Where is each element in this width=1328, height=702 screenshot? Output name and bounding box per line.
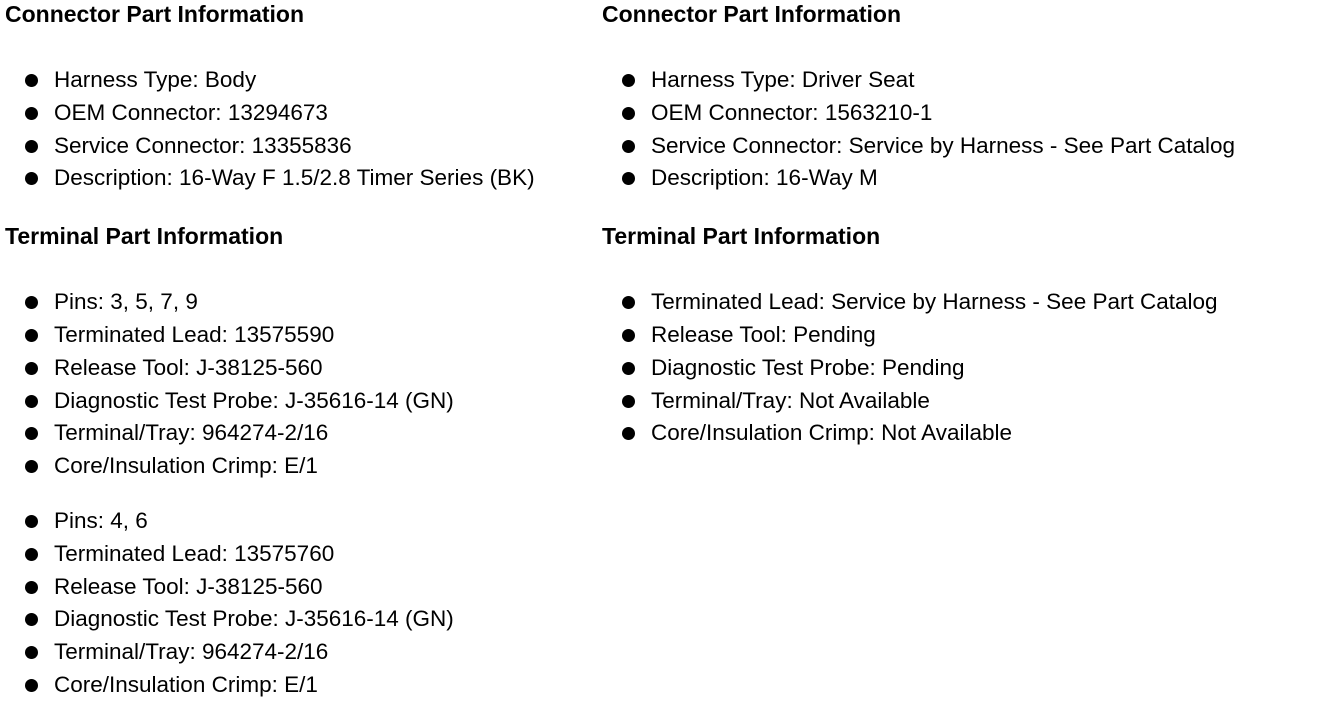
item-text: Harness Type: Driver Seat <box>651 67 915 92</box>
bullet-icon <box>25 140 38 153</box>
bullet-icon <box>25 362 38 375</box>
list-item <box>602 417 1322 450</box>
item-text: OEM Connector: 1563210-1 <box>651 99 933 125</box>
list-item <box>602 385 1322 418</box>
list-item <box>5 636 595 669</box>
item-text: Terminal/Tray: Not Available <box>651 387 930 413</box>
item-text: Core/Insulation Crimp: E/1 <box>54 453 318 479</box>
item-text: Terminated Lead: 13575590 <box>54 321 335 347</box>
item-text: Terminated Lead: Service by Harness - See Part Catalog <box>651 289 1218 315</box>
bullet-icon <box>25 581 38 594</box>
bullet-icon <box>622 107 635 120</box>
item-text: Harness Type: Body <box>54 67 257 92</box>
connector-list <box>602 64 1322 195</box>
right-column <box>602 0 1322 450</box>
bullet-icon <box>622 395 635 408</box>
item-text: Service Connector: 13355836 <box>54 132 352 158</box>
bullet-icon <box>25 548 38 561</box>
bullet-icon <box>622 362 635 375</box>
connector-heading: Connector Part Information <box>5 1 305 27</box>
list-item <box>5 97 595 130</box>
item-text: Service Connector: Service by Harness - See Part Catalog <box>651 132 1236 158</box>
bullet-icon <box>25 329 38 342</box>
list-item <box>602 352 1322 385</box>
bullet-icon <box>25 460 38 473</box>
item-text: Diagnostic Test Probe: J-35616-14 (GN) <box>54 387 454 413</box>
bullet-icon <box>25 515 38 528</box>
terminal-list-pins-4-6 <box>5 505 595 702</box>
list-item <box>5 669 595 702</box>
list-item <box>602 286 1322 319</box>
item-text: Release Tool: Pending <box>651 321 876 347</box>
item-text: OEM Connector: 13294673 <box>54 99 328 125</box>
item-text: Core/Insulation Crimp: E/1 <box>54 671 318 697</box>
list-item <box>602 97 1322 130</box>
item-text: Description: 16-Way F 1.5/2.8 Timer Series (BK) <box>54 165 535 191</box>
list-item <box>602 319 1322 352</box>
list-item <box>5 319 595 352</box>
list-item <box>5 130 595 163</box>
item-text: Release Tool: J-38125-560 <box>54 354 323 380</box>
terminal-list-pins-3-5-7-9 <box>5 286 595 483</box>
bullet-icon <box>25 172 38 185</box>
bullet-icon <box>622 427 635 440</box>
list-item <box>5 571 595 604</box>
list-item <box>5 538 595 571</box>
connector-list <box>5 64 595 195</box>
terminal-heading: Terminal Part Information <box>5 223 284 250</box>
bullet-icon <box>25 646 38 659</box>
terminal-heading: Terminal Part Information <box>602 223 881 250</box>
bullet-icon <box>622 74 635 87</box>
bullet-icon <box>25 427 38 440</box>
item-text: Terminated Lead: 13575760 <box>54 540 335 566</box>
list-item <box>5 286 595 319</box>
list-item <box>5 352 595 385</box>
bullet-icon <box>622 296 635 309</box>
list-item <box>602 162 1322 195</box>
bullet-icon <box>25 74 38 87</box>
list-item <box>5 162 595 195</box>
list-item <box>5 603 595 636</box>
item-text: Core/Insulation Crimp: Not Available <box>651 420 1013 446</box>
bullet-icon <box>622 329 635 342</box>
bullet-icon <box>25 395 38 408</box>
item-text: Pins: 3, 5, 7, 9 <box>54 289 198 315</box>
item-text: Description: 16-Way M <box>651 165 878 191</box>
list-item <box>5 385 595 418</box>
list-item <box>602 130 1322 163</box>
list-item <box>602 64 1322 97</box>
item-text: Diagnostic Test Probe: Pending <box>651 354 965 380</box>
terminal-list <box>602 286 1322 450</box>
bullet-icon <box>25 613 38 626</box>
item-text: Release Tool: J-38125-560 <box>54 573 323 599</box>
list-item <box>5 64 595 97</box>
bullet-icon <box>622 140 635 153</box>
connector-heading: Connector Part Information <box>602 1 902 27</box>
list-item <box>5 505 595 538</box>
item-text: Terminal/Tray: 964274-2/16 <box>54 639 329 665</box>
bullet-icon <box>622 172 635 185</box>
list-item <box>5 417 595 450</box>
bullet-icon <box>25 107 38 120</box>
bullet-icon <box>25 296 38 309</box>
item-text: Pins: 4, 6 <box>54 507 148 533</box>
item-text: Terminal/Tray: 964274-2/16 <box>54 420 329 446</box>
left-column <box>5 0 595 702</box>
item-text: Diagnostic Test Probe: J-35616-14 (GN) <box>54 606 454 632</box>
list-item <box>5 450 595 483</box>
bullet-icon <box>25 679 38 692</box>
